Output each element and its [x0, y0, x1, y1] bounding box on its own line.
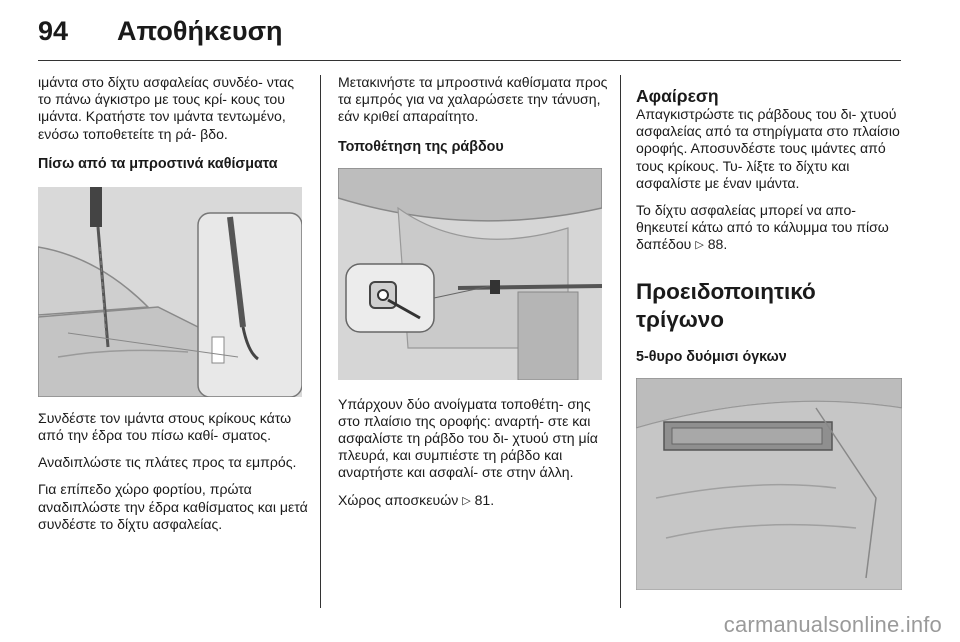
- column-2: [338, 74, 613, 521]
- col3-paragraph-2-text: Το δίχτυ ασφαλείας μπορεί να απο- θηκευτεί κάτω από το κάλυμμα του πίσω δαπέδου: [636, 202, 889, 253]
- col3-paragraph-1: Απαγκιστρώστε τις ράβδους του δι- χτυού ασφαλείας από τα στηρίγματα στο πλαίσιο οροφής. Αποσυνδέστε τους ιμάντες από τους κρίκους. Τυ- λίξτε το δίχτυ και ασφαλίστε με έναν ιμάντα.: [636, 106, 900, 191]
- col3-paragraph-2: [636, 202, 904, 256]
- column-3: [636, 86, 904, 590]
- page-title: Αποθήκευση: [117, 16, 283, 46]
- rear-seat-net-figure: [38, 187, 302, 397]
- column-1: [38, 74, 310, 543]
- warning-triangle-storage-figure: [636, 378, 902, 590]
- col3-heading-removal: Αφαίρεση: [636, 86, 719, 106]
- col3-page-reference[interactable]: 88.: [707, 236, 728, 253]
- watermark: carmanualsonline.info: [723, 612, 942, 637]
- col2-paragraph-2: [338, 492, 613, 511]
- section-title-warning-triangle: Προειδοποιητικό τρίγωνο: [636, 278, 816, 332]
- col1-heading: Πίσω από τα μπροστινά καθίσματα: [38, 155, 278, 172]
- col3-subheading: 5-θυρο δυόμισι όγκων: [636, 348, 787, 365]
- col2-paragraph-2-text: Χώρος αποσκευών: [338, 491, 459, 508]
- page-reference-icon: ▷: [695, 239, 704, 252]
- column-divider-1: [320, 75, 321, 608]
- col1-paragraph-1: Συνδέστε τον ιμάντα στους κρίκους κάτω από την έδρα του πίσω καθί- σματος.: [38, 409, 292, 444]
- col1-paragraph-2: Αναδιπλώστε τις πλάτες προς τα εμπρός.: [38, 454, 297, 471]
- col2-intro-text: Μετακινήστε τα μπροστινά καθίσματα προς τα εμπρός για να χαλαρώσετε την τάνυση, εάν κριθεί απαραίτητο.: [338, 74, 608, 125]
- header-rule: [38, 60, 901, 61]
- col1-intro-text: ιμάντα στο δίχτυ ασφαλείας συνδέο- ντας το πάνω άγκιστρο με τους κρί- κους του ιμάντα. Κρατήστε τον ιμάντα τεντωμένο, ενόσω τοποθετείτε τη ρά- βδο.: [38, 74, 295, 142]
- col2-paragraph-1: Υπάρχουν δύο ανοίγματα τοποθέτη- σης στο πλαίσιο της οροφής: αναρτή- στε και ασφαλίστε τη ράβδο του δι- χτυού στη μία πλευρά, και συμπιέστε τη ράβδο και αναρτήστε και ασφαλί- στε στην άλλη.: [338, 395, 598, 481]
- col2-page-reference[interactable]: 81.: [474, 491, 495, 508]
- net-rod-installation-figure: [338, 168, 602, 380]
- col1-paragraph-3: Για επίπεδο χώρο φορτίου, πρώτα αναδιπλώστε την έδρα καθίσματος και μετά συνδέστε το δίχτυ ασφαλείας.: [38, 481, 308, 532]
- page-number: 94: [38, 16, 69, 46]
- page-reference-icon: ▷: [462, 494, 471, 507]
- column-divider-2: [620, 75, 621, 608]
- col2-heading: Τοποθέτηση της ράβδου: [338, 138, 504, 155]
